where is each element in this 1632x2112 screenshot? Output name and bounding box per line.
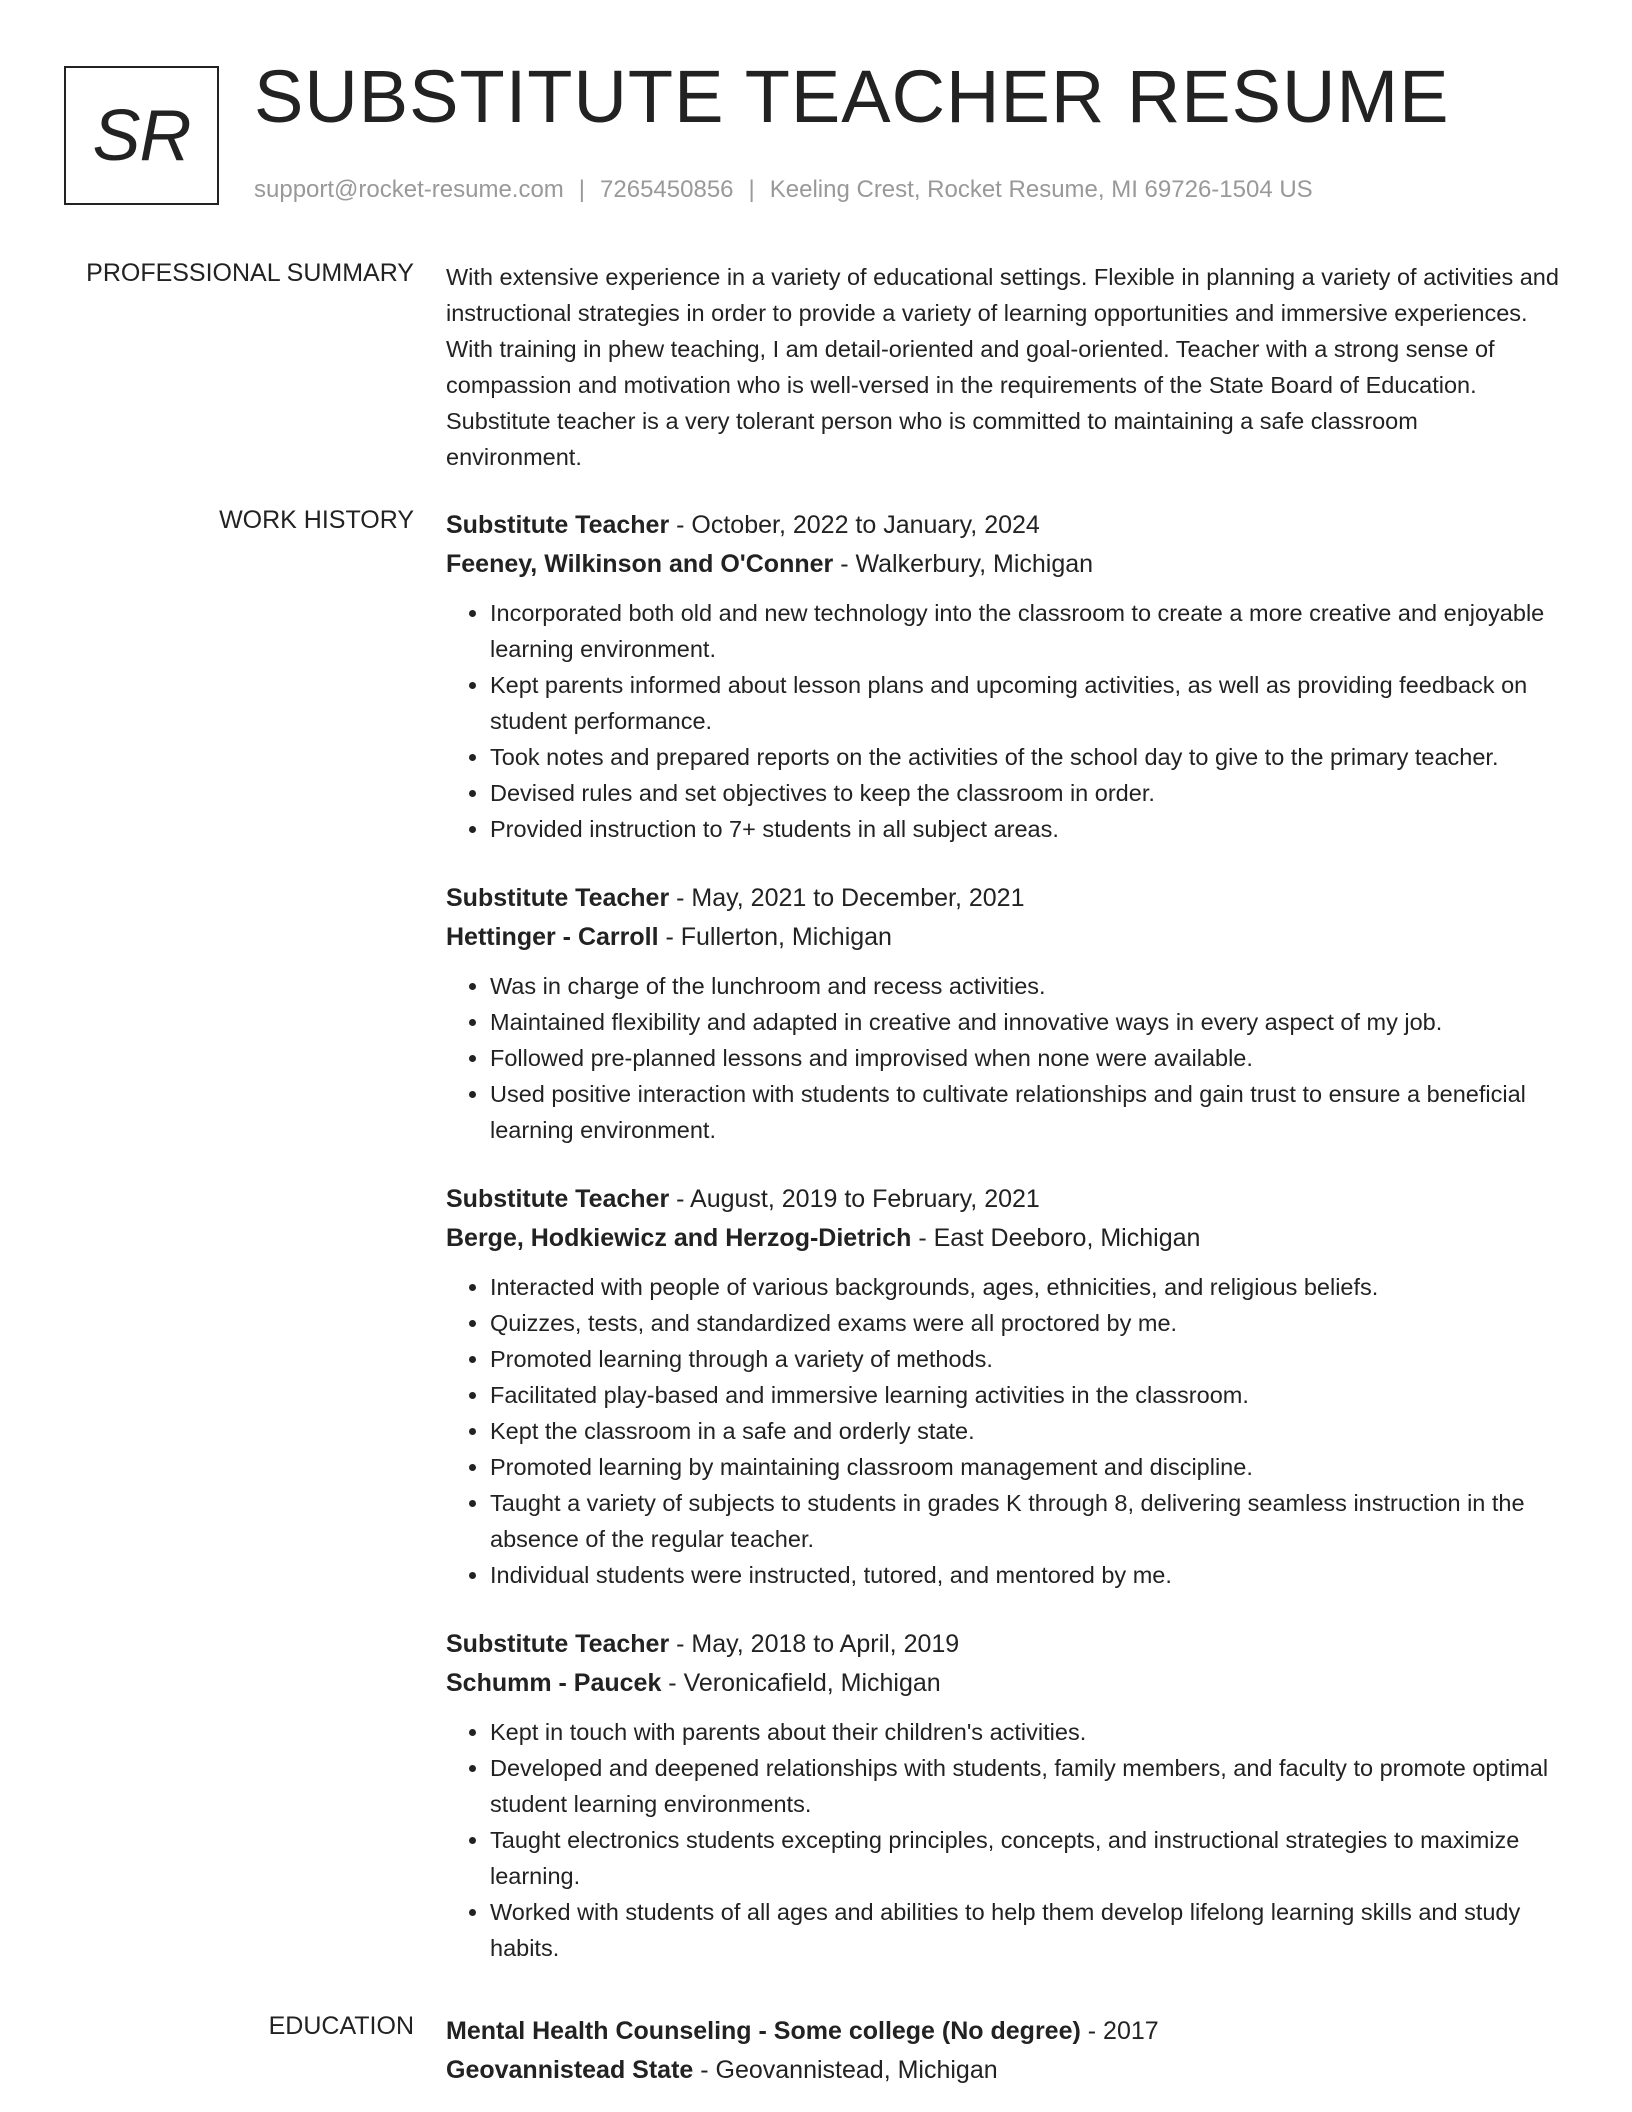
job-title: Substitute Teacher: [446, 1185, 670, 1213]
education-location: - Geovannistead, Michigan: [693, 2056, 998, 2084]
education-content: [446, 2012, 1560, 2090]
job-title: Substitute Teacher: [446, 884, 670, 912]
section-label-education: EDUCATION: [268, 2012, 414, 2040]
job-title: Substitute Teacher: [446, 511, 670, 539]
education-degree: Mental Health Counseling - Some college (No degree): [446, 2017, 1081, 2045]
job-location: - Veronicafield, Michigan: [661, 1669, 941, 1697]
contact-separator: |: [578, 176, 586, 203]
job-bullet: • Kept the classroom in a safe and orderly state.: [490, 1413, 1560, 1449]
contact-address: Keeling Crest, Rocket Resume, MI 69726-1504 US: [769, 176, 1313, 203]
job-bullet: • Taught a variety of subjects to students in grades K through 8, delivering seamless instruction in the absence of the regular teacher.: [490, 1485, 1560, 1557]
monogram-box: [64, 66, 219, 205]
job-bullet: • Took notes and prepared reports on the activities of the school day to give to the primary teacher.: [490, 739, 1560, 775]
job-company-line: [446, 1664, 1560, 1703]
job-bullet-list: [446, 595, 1560, 847]
job-company: Berge, Hodkiewicz and Herzog-Dietrich: [446, 1224, 912, 1252]
job-bullet: • Taught electronics students excepting principles, concepts, and instructional strategies to maximize learning.: [490, 1822, 1560, 1894]
job-bullet: • Used positive interaction with students to cultivate relationships and gain trust to ensure a beneficial learning environment.: [490, 1076, 1560, 1148]
education-degree-line: [446, 2012, 1560, 2051]
job-bullet: • Incorporated both old and new technology into the classroom to create a more creative and enjoyable learning environment.: [490, 595, 1560, 667]
contact-phone[interactable]: 7265450856: [600, 176, 734, 203]
section-label-summary: PROFESSIONAL SUMMARY: [86, 259, 414, 287]
section-label-work-history: WORK HISTORY: [219, 506, 414, 534]
resume-title: SUBSTITUTE TEACHER RESUME: [254, 55, 1450, 138]
job-location: - East Deeboro, Michigan: [911, 1224, 1201, 1252]
job-bullet: • Interacted with people of various backgrounds, ages, ethnicities, and religious beliefs.: [490, 1269, 1560, 1305]
job-title-line: [446, 1180, 1560, 1219]
job-bullet-list: [446, 968, 1560, 1148]
job-bullet: • Developed and deepened relationships with students, family members, and faculty to promote optimal student learning environments.: [490, 1750, 1560, 1822]
education-school-line: [446, 2051, 1560, 2090]
job-bullet: • Promoted learning by maintaining classroom management and discipline.: [490, 1449, 1560, 1485]
job-title-line: [446, 506, 1560, 545]
monogram-initials: SR: [92, 95, 191, 176]
job-bullet-list: [446, 1714, 1560, 1966]
job-entry: [446, 1625, 1560, 1966]
job-bullet: • Promoted learning through a variety of methods.: [490, 1341, 1560, 1377]
job-company-line: [446, 918, 1560, 957]
job-bullet: • Devised rules and set objectives to keep the classroom in order.: [490, 775, 1560, 811]
job-dates: - May, 2018 to April, 2019: [669, 1630, 960, 1658]
summary-text: With extensive experience in a variety of educational settings. Flexible in planning a variety of activities and instructional strategies in order to provide a variety of learning opportunities and immersive experiences. With training in phew teaching, I am detail-oriented and goal-oriented. Teacher with a strong sense of compassion and motivation who is well-versed in the requirements of the State Board of Education. Substitute teacher is a very tolerant person who is committed to maintaining a safe classroom environment.: [446, 264, 1559, 470]
contact-email[interactable]: support@rocket-resume.com: [254, 176, 564, 203]
job-dates: - August, 2019 to February, 2021: [669, 1185, 1040, 1213]
job-title-line: [446, 1625, 1560, 1664]
job-bullet: • Kept in touch with parents about their children's activities.: [490, 1714, 1560, 1750]
job-dates: - October, 2022 to January, 2024: [669, 511, 1040, 539]
job-title-line: [446, 879, 1560, 918]
contact-line: [254, 176, 1313, 204]
job-bullet: • Facilitated play-based and immersive learning activities in the classroom.: [490, 1377, 1560, 1413]
job-bullet: • Was in charge of the lunchroom and recess activities.: [490, 968, 1560, 1004]
job-bullet: • Quizzes, tests, and standardized exams were all proctored by me.: [490, 1305, 1560, 1341]
job-bullet-list: [446, 1269, 1560, 1593]
job-entry: [446, 1180, 1560, 1593]
contact-separator: |: [748, 176, 755, 203]
job-company: Hettinger - Carroll: [446, 923, 659, 951]
job-location: - Walkerbury, Michigan: [833, 550, 1094, 578]
job-dates: - May, 2021 to December, 2021: [669, 884, 1025, 912]
job-bullet: • Followed pre-planned lessons and improvised when none were available.: [490, 1040, 1560, 1076]
job-entry: [446, 506, 1560, 847]
job-company-line: [446, 1219, 1560, 1258]
education-school: Geovannistead State: [446, 2056, 694, 2084]
job-bullet: • Provided instruction to 7+ students in all subject areas.: [490, 811, 1560, 847]
job-location: - Fullerton, Michigan: [658, 923, 892, 951]
summary-content: [446, 259, 1560, 475]
education-year: - 2017: [1080, 2017, 1159, 2045]
job-company: Feeney, Wilkinson and O'Conner: [446, 550, 834, 578]
job-company: Schumm - Paucek: [446, 1669, 662, 1697]
jobs-list: [446, 506, 1560, 1998]
job-entry: [446, 879, 1560, 1148]
job-title: Substitute Teacher: [446, 1630, 670, 1658]
job-bullet: • Kept parents informed about lesson plans and upcoming activities, as well as providing feedback on student performance.: [490, 667, 1560, 739]
job-bullet: • Maintained flexibility and adapted in creative and innovative ways in every aspect of my job.: [490, 1004, 1560, 1040]
job-bullet: • Worked with students of all ages and abilities to help them develop lifelong learning skills and study habits.: [490, 1894, 1560, 1966]
job-bullet: • Individual students were instructed, tutored, and mentored by me.: [490, 1557, 1560, 1593]
job-company-line: [446, 545, 1560, 584]
